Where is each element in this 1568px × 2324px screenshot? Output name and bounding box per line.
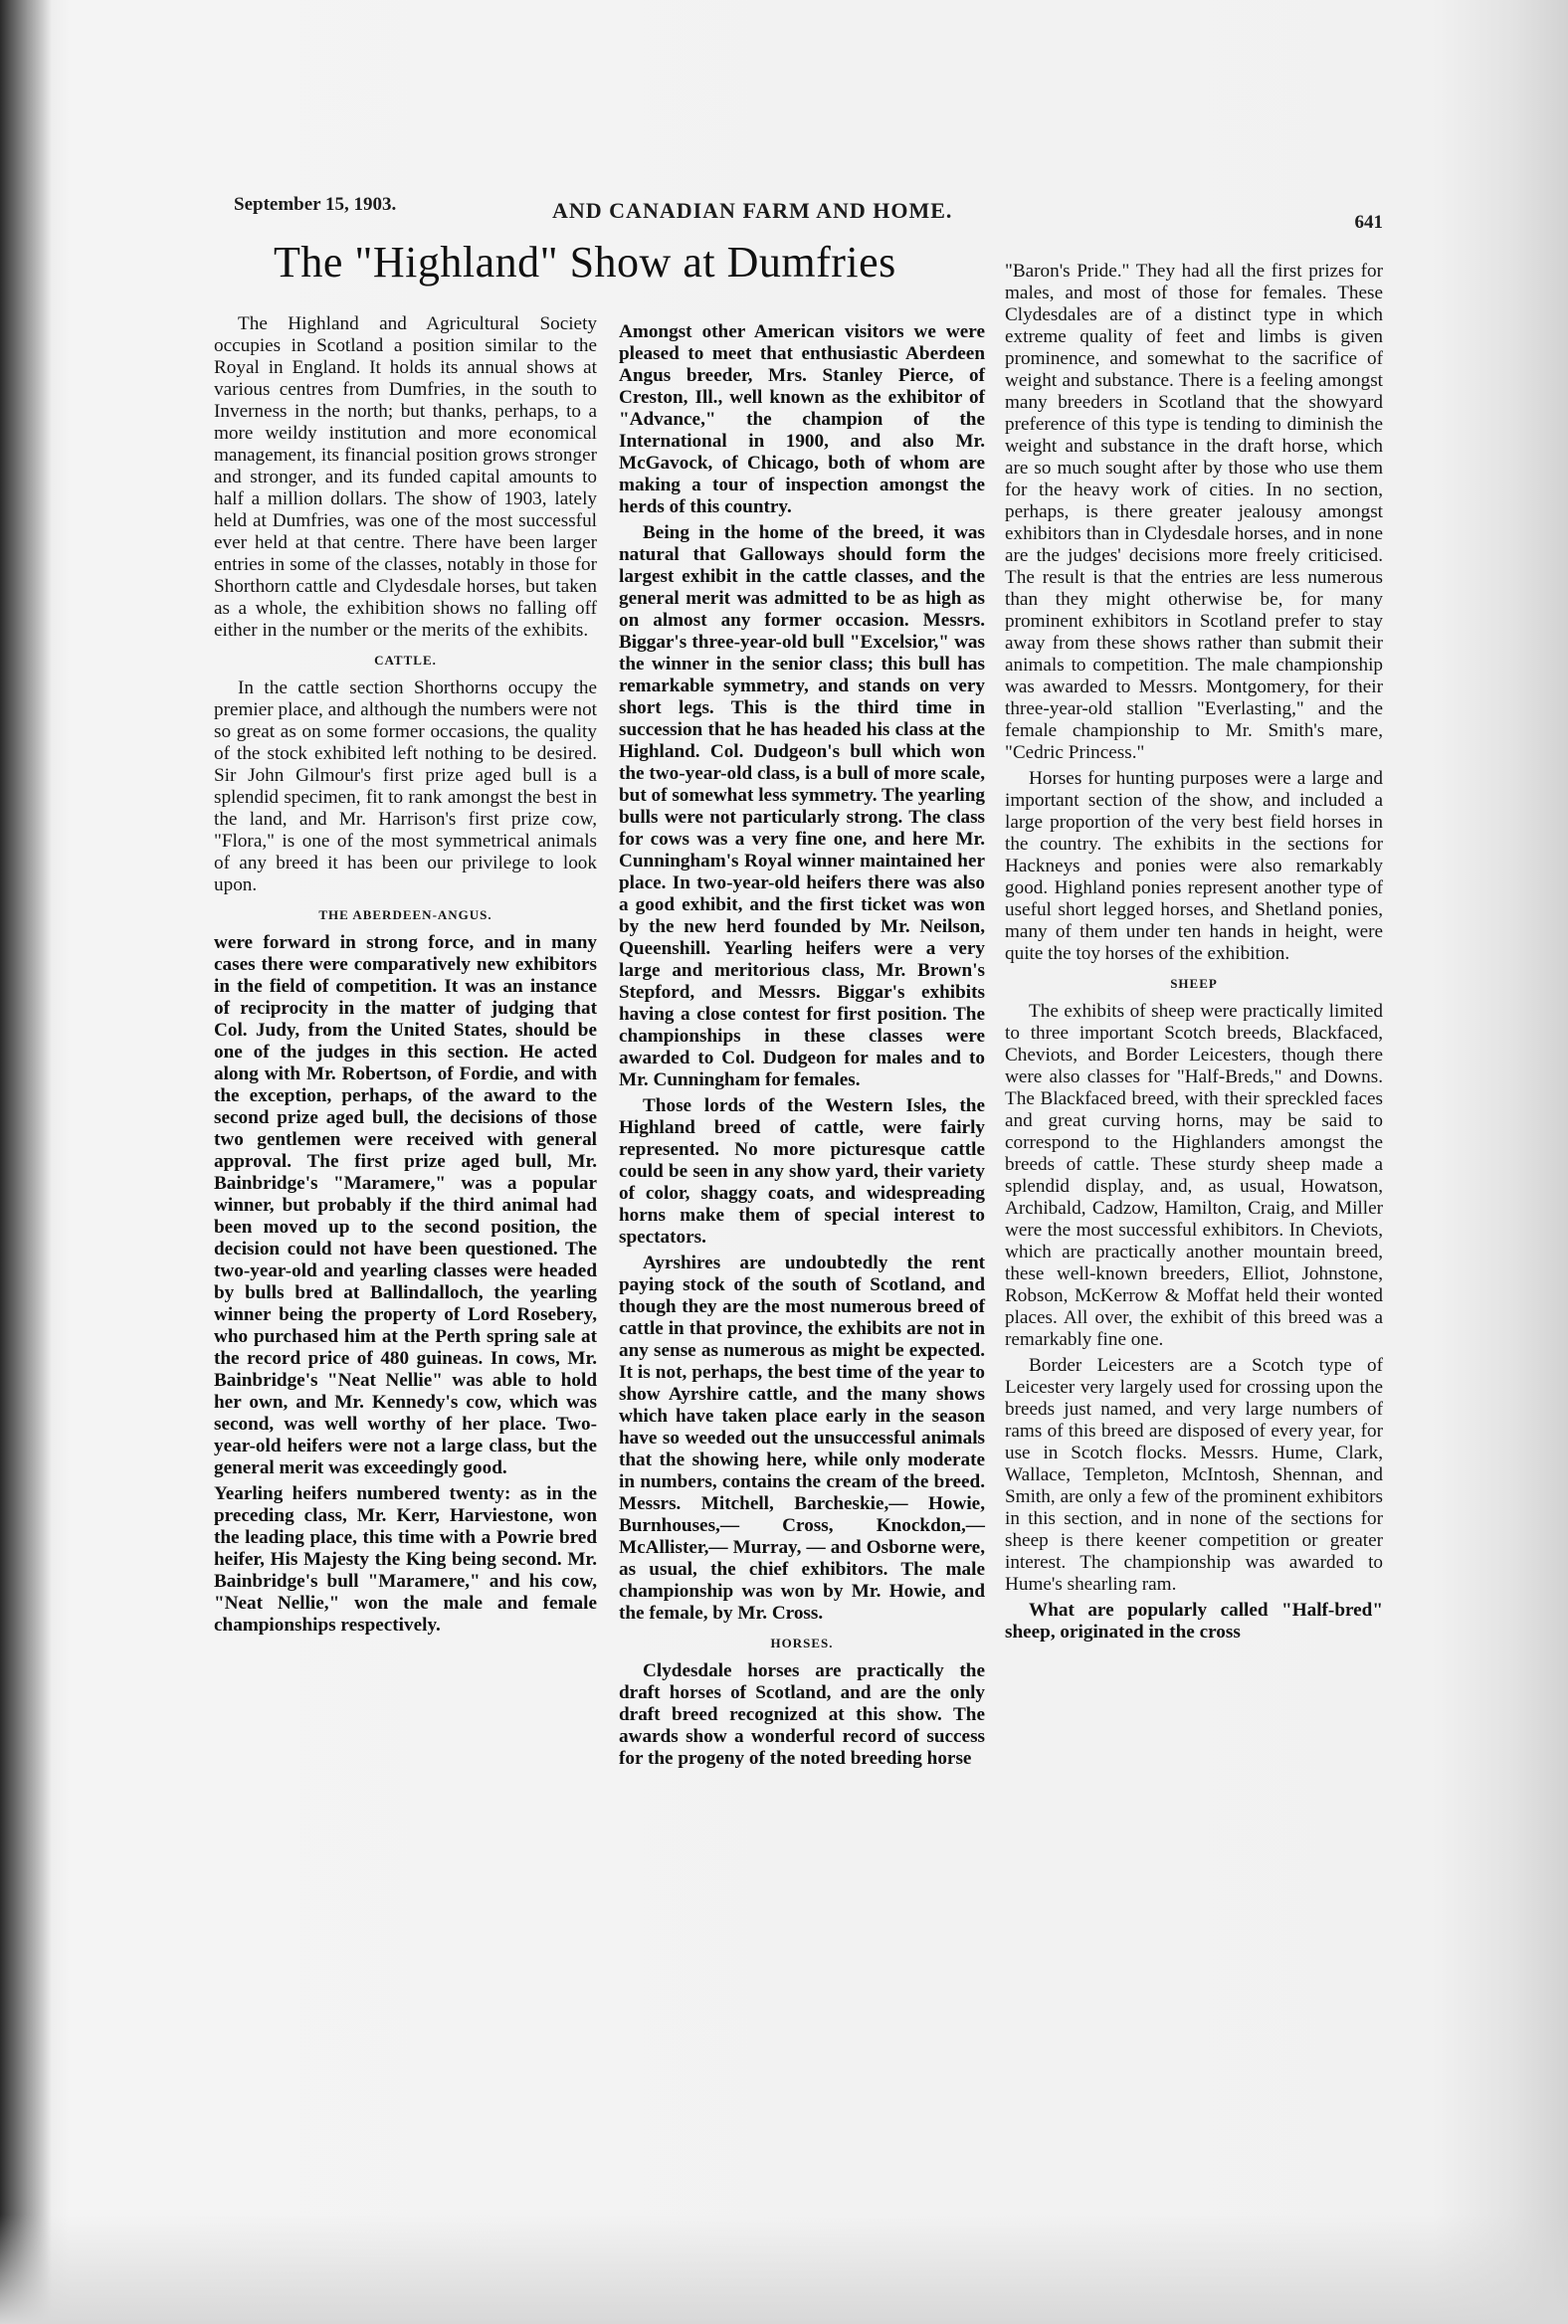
paragraph: Those lords of the Western Isles, the Highland breed of cattle, were fairly represented. No more picturesque cattle could be seen in any show yard, their variety of color, shaggy coats, and widespreading horns make them of special interest to spectators. xyxy=(619,1095,985,1248)
paragraph: Yearling heifers numbered twenty: as in the preceding class, Mr. Kerr, Harviestone, won the leading place, this time with a Powrie bred heifer, His Majesty the King being second. Mr. Bainbridge's bull "Maramere," and his cow, "Neat Nellie," won the male and female championships respectively. xyxy=(214,1483,597,1636)
column-left xyxy=(214,313,597,1641)
scan-bottom-shadow xyxy=(0,2215,1568,2324)
header-date: September 15, 1903. xyxy=(234,194,397,215)
paragraph: Amongst other American visitors we were pleased to meet that enthusiastic Aberdeen Angus breeder, Mrs. Stanley Pierce, of Creston, Ill., well known as the exhibitor of "Advance," the champion of the International in 1900, and also Mr. McGavock, of Chicago, both of whom are making a tour of inspection amongst the herds of this country. xyxy=(619,321,985,517)
section-heading-sheep: SHEEP xyxy=(1170,976,1218,991)
column-right xyxy=(1005,261,1383,1647)
paragraph: The exhibits of sheep were practically limited to three important Scotch breeds, Blackfaced, Cheviots, and Border Leicesters, though there were also classes for "Half-Breds," and Downs. The Blackfaced breed, with their spreckled faces and great curving horns, may be said to correspond to the Highlanders amongst the breeds of cattle. These sturdy sheep made a splendid display, and, as usual, Howatson, Archibald, Cadzow, Hamilton, Craig, and Miller were the most successful exhibitors. In Cheviots, which are practically another mountain breed, these well-known breeders, Elliot, Johnstone, Robson, McKerrow & Moffat held their wonted places. All over, the exhibit of this breed was a remarkably fine one. xyxy=(1005,1001,1383,1350)
running-head: AND CANADIAN FARM AND HOME. xyxy=(552,198,953,223)
page-number: 641 xyxy=(1354,212,1383,233)
scan-edge-shadow xyxy=(0,0,52,2324)
section-heading-angus: THE ABERDEEN-ANGUS. xyxy=(318,907,492,922)
paragraph: "Baron's Pride." They had all the first prizes for males, and most of those for females. These Clydesdales are of a distinct type in which extreme quality of feet and limbs is given prominence, and somewhat to the sacrifice of weight and substance. There is a feeling amongst many breeders in Scotland that the showyard preference of this type is tending to diminish the weight and substance in the draft horse, which are so much sought after by those who use them for the heavy work of cities. In no section, perhaps, is there greater jealousy amongst exhibitors than in Clydesdale horses, and in none are the judges' decisions more freely criticised. The result is that the entries are less numerous than they might otherwise be, for many prominent exhibitors in Scotland prefer to stay away from these shows rather than submit their animals to competition. The male championship was awarded to Messrs. Montgomery, for their three-year-old stallion "Everlasting," and the female championship to Mr. Smith's mare, "Cedric Princess." xyxy=(1005,261,1383,763)
paragraph: The Highland and Agricultural Society occupies in Scotland a position similar to the Royal in England. It holds its annual shows at various centres from Dumfries, in the south to Inverness in the north; but thanks, perhaps, to a more weildy institution and more economical management, its financial position grows stronger and stronger, and its funded capital amounts to half a million dollars. The show of 1903, lately held at Dumfries, was one of the most successful ever held at that centre. There have been larger entries in some of the classes, notably in those for Shorthorn cattle and Clydesdale horses, but taken as a whole, the exhibition shows no falling off either in the number or the merits of the exhibits. xyxy=(214,313,597,641)
paragraph: Clydesdale horses are practically the draft horses of Scotland, and are the only draft breed recognized at this show. The awards show a wonderful record of success for the progeny of the noted breeding horse xyxy=(619,1660,985,1769)
section-heading-cattle: CATTLE. xyxy=(374,653,437,668)
paragraph: In the cattle section Shorthorns occupy the premier place, and although the numbers were not so great as on some former occasions, the quality of the stock exhibited left nothing to be desired. Sir John Gilmour's first prize aged bull is a splendid specimen, fit to rank amongst the best in the land, and Mr. Harrison's first prize cow, "Flora," is one of the most symmetrical animals of any breed it has been our privilege to look upon. xyxy=(214,678,597,895)
section-heading-horses: HORSES. xyxy=(770,1636,834,1650)
column-middle xyxy=(619,321,985,1774)
article-title: The "Highland" Show at Dumfries xyxy=(274,238,896,287)
paragraph: Being in the home of the breed, it was natural that Galloways should form the largest exhibit in the cattle classes, and the general merit was admitted to be as high as on almost any former occasion. Messrs. Biggar's three-year-old bull "Excelsior," was the winner in the senior class; this bull has remarkable symmetry, and stands on very short legs. This is the third time in succession that he has headed his class at the Highland. Col. Dudgeon's bull which won the two-year-old class, is a bull of more scale, but of somewhat less symmetry. The yearling bulls were not particularly strong. The class for cows was a very fine one, and here Mr. Cunningham's Royal winner maintained her place. In two-year-old heifers there was also a good exhibit, and the first ticket was won by the new herd founded by Mr. Neilson, Queenshill. Yearling heifers were a very large and meritorious class, Mr. Brown's Stepford, and Messrs. Biggar's exhibits having a close contest for first position. The championships in these classes were awarded to Col. Dudgeon for males and to Mr. Cunningham for females. xyxy=(619,522,985,1090)
paragraph: What are popularly called "Half-bred" sheep, originated in the cross xyxy=(1005,1600,1383,1643)
page-header xyxy=(234,194,1383,234)
paragraph: Ayrshires are undoubtedly the rent paying stock of the south of Scotland, and though they are the most numerous breed of cattle in that province, the exhibits are not in any sense as numerous as might be expected. It is not, perhaps, the best time of the year to show Ayrshire cattle, and the many shows which have taken place early in the season have so weeded out the unsuccessful animals that the showing here, while only moderate in numbers, contains the cream of the breed. Messrs. Mitchell, Barcheskie,— Howie, Burnhouses,— Cross, Knockdon,— McAllister,— Murray, — and Osborne were, as usual, the chief exhibitors. The male championship was won by Mr. Howie, and the female, by Mr. Cross. xyxy=(619,1253,985,1624)
paragraph: Horses for hunting purposes were a large and important section of the show, and included a large proportion of the very best field horses in the country. The exhibits in the sections for Hackneys and ponies were also remarkably good. Highland ponies represent another type of useful short legged horses, and Shetland ponies, many of them under ten hands in height, were quite the toy horses of the exhibition. xyxy=(1005,768,1383,964)
paragraph: were forward in strong force, and in many cases there were comparatively new exhibitors in the field of competition. It was an instance of reciprocity in the matter of judging that Col. Judy, from the United States, should be one of the judges in this section. He acted along with Mr. Robertson, of Fordie, and with the exception, perhaps, of the award to the second prize aged bull, the decisions of those two gentlemen were received with general approval. The first prize aged bull, Mr. Bainbridge's "Maramere," was a popular winner, but probably if the third animal had been moved up to the second position, the decision could not have been questioned. The two-year-old and yearling classes were headed by bulls bred at Ballindalloch, the yearling winner being the property of Lord Rosebery, who purchased him at the Perth spring sale at the record price of 480 guineas. In cows, Mr. Bainbridge's "Neat Nellie" was able to hold her own, and Mr. Kennedy's cow, which was second, was well worthy of her place. Two-year-old heifers were not a large class, but the general merit was exceedingly good. xyxy=(214,932,597,1478)
paragraph: Border Leicesters are a Scotch type of Leicester very largely used for crossing upon the breeds just named, and very large numbers of rams of this breed are disposed of every year, for use in Scotch flocks. Messrs. Hume, Clark, Wallace, Templeton, McIntosh, Shennan, and Smith, are only a few of the prominent exhibitors in this section, and in none of the sections for sheep is there keener competition or greater interest. The championship was awarded to Hume's shearling ram. xyxy=(1005,1355,1383,1595)
